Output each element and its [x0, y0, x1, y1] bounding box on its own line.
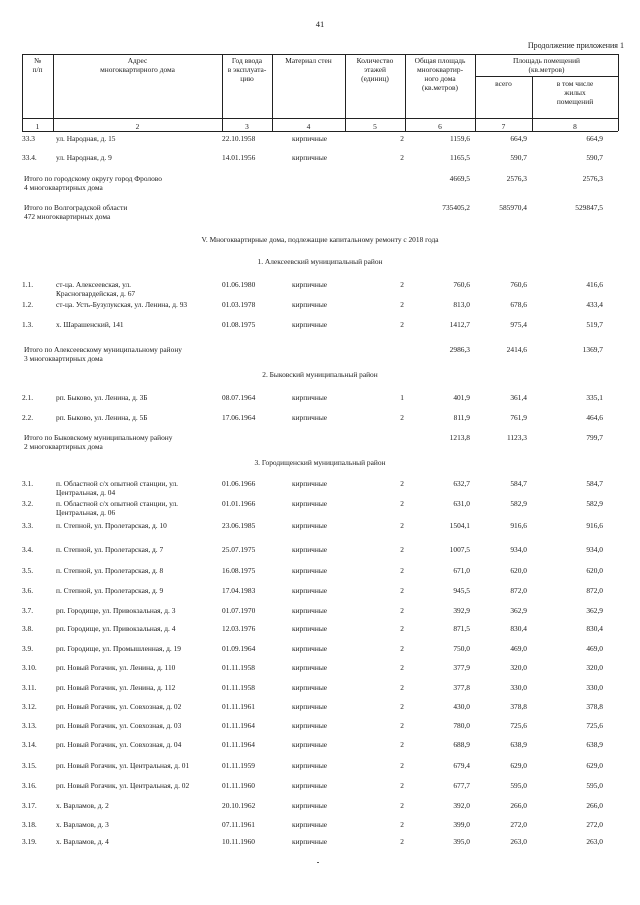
cell-total-area: 401,9 — [453, 393, 470, 402]
page-number: 41 — [315, 19, 325, 29]
cell-number: 3.1. — [22, 479, 34, 488]
cell-year: 08.07.1964 — [222, 393, 256, 402]
cell-material: кирпичные — [292, 499, 328, 508]
cell-number: 3.3. — [22, 521, 34, 530]
cell-total-area: 430,0 — [453, 702, 470, 711]
cell-floors: 2 — [400, 413, 404, 422]
cell-living-area: 725,6 — [586, 721, 603, 730]
cell-year: 01.06.1966 — [222, 479, 256, 488]
cell-material: кирпичные — [292, 837, 328, 846]
cell-living-area: 872,0 — [586, 586, 603, 595]
cell-year: 07.11.1961 — [222, 820, 255, 829]
cell-material: кирпичные — [292, 479, 328, 488]
cell-living-area: 590,7 — [586, 153, 603, 162]
cell-year: 23.06.1985 — [222, 521, 256, 530]
header-year: Год ввода в эксплуата- цию — [227, 56, 267, 83]
cell-address: рп. Городище, ул. Промышленная, д. 19 — [56, 644, 181, 653]
col-number: 5 — [373, 122, 377, 131]
cell-year: 01.11.1960 — [222, 781, 255, 790]
cell-floors: 2 — [400, 721, 404, 730]
cell-material: кирпичные — [292, 801, 328, 810]
cell-number: 3.13. — [22, 721, 37, 730]
continuation-label: Продолжение приложения 1 — [527, 41, 624, 50]
cell-living-area: 629,0 — [586, 761, 603, 770]
cell-total-area: 780,0 — [453, 721, 470, 730]
cell-floors: 2 — [400, 663, 404, 672]
cell-number: 3.11. — [22, 683, 37, 692]
total-label: Итого по Быковскому муниципальному району 2 многоквартирных дома — [24, 433, 173, 451]
col-number: 7 — [501, 122, 506, 131]
cell-living-area: 799,7 — [586, 433, 603, 442]
col-number: 8 — [573, 122, 577, 131]
cell-floors: 2 — [400, 280, 404, 289]
cell-living-area: 529847,5 — [575, 203, 603, 212]
cell-year: 01.06.1980 — [222, 280, 256, 289]
cell-living-area: 595,0 — [586, 781, 603, 790]
cell-all-area: 585970,4 — [499, 203, 527, 212]
cell-all-area: 263,0 — [510, 837, 527, 846]
cell-address: п. Областной с/х опытной станции, ул. Центральная, д. 06 — [56, 499, 178, 517]
header-material: Материал стен — [285, 56, 332, 65]
cell-number: 3.9. — [22, 644, 34, 653]
cell-year: 01.11.1959 — [222, 761, 255, 770]
section-title-text: 2. Быковский муниципальный район — [262, 370, 378, 379]
header-floors: Количество этажей (единиц) — [356, 56, 394, 83]
cell-address: п. Областной с/х опытной станции, ул. Центральная, д. 04 — [56, 479, 178, 497]
cell-year: 22.10.1958 — [222, 134, 256, 143]
cell-number: 3.6. — [22, 586, 34, 595]
cell-material: кирпичные — [292, 320, 328, 329]
cell-living-area: 582,9 — [586, 499, 603, 508]
cell-material: кирпичные — [292, 624, 328, 633]
cell-address: п. Степной, ул. Пролетарская, д. 7 — [56, 545, 164, 554]
cell-material: кирпичные — [292, 761, 328, 770]
cell-all-area: 975,4 — [510, 320, 527, 329]
cell-living-area: 2576,3 — [582, 174, 603, 183]
cell-number: 3.5. — [22, 566, 34, 575]
cell-total-area: 377,8 — [453, 683, 470, 692]
cell-living-area: 464,6 — [586, 413, 603, 422]
cell-number: 3.2. — [22, 499, 34, 508]
cell-year: 01.03.1978 — [222, 300, 256, 309]
header-living: в том числе жилых помещений — [556, 79, 594, 106]
cell-all-area: 872,0 — [510, 586, 527, 595]
header-all: всего — [495, 79, 512, 88]
cell-material: кирпичные — [292, 153, 328, 162]
cell-number: 1.1. — [22, 280, 34, 289]
cell-year: 16.08.1975 — [222, 566, 256, 575]
section-title-text: 1. Алексеевский муниципальный район — [257, 257, 383, 266]
cell-all-area: 330,0 — [510, 683, 527, 692]
cell-floors: 2 — [400, 644, 404, 653]
cell-year: 01.11.1958 — [222, 663, 255, 672]
cell-living-area: 433,4 — [586, 300, 603, 309]
cell-living-area: 1369,7 — [582, 345, 603, 354]
cell-total-area: 871,5 — [453, 624, 470, 633]
header-total-area: Общая площадь многоквартир- ного дома (кв.метров) — [414, 56, 466, 92]
cell-all-area: 469,0 — [510, 644, 527, 653]
cell-floors: 2 — [400, 521, 404, 530]
cell-all-area: 2414,6 — [506, 345, 527, 354]
header-premises-area: Площадь помещений (кв.метров) — [513, 56, 580, 74]
cell-living-area: 266,0 — [586, 801, 603, 810]
cell-number: 1.3. — [22, 320, 34, 329]
cell-living-area: 335,1 — [586, 393, 603, 402]
cell-floors: 2 — [400, 761, 404, 770]
cell-number: 2.1. — [22, 393, 34, 402]
cell-number: 3.12. — [22, 702, 37, 711]
cell-floors: 2 — [400, 606, 404, 615]
cell-floors: 2 — [400, 683, 404, 692]
cell-living-area: 934,0 — [586, 545, 603, 554]
cell-material: кирпичные — [292, 545, 328, 554]
cell-year: 14.01.1956 — [222, 153, 256, 162]
cell-material: кирпичные — [292, 740, 328, 749]
cell-living-area: 469,0 — [586, 644, 603, 653]
cell-material: кирпичные — [292, 721, 328, 730]
cell-floors: 2 — [400, 837, 404, 846]
cell-year: 12.03.1976 — [222, 624, 256, 633]
cell-total-area: 377,9 — [453, 663, 470, 672]
cell-living-area: 664,9 — [586, 134, 603, 143]
cell-living-area: 830,4 — [586, 624, 603, 633]
cell-year: 01.11.1964 — [222, 721, 255, 730]
cell-all-area: 664,9 — [510, 134, 527, 143]
header-address: Адрес многоквартирного дома — [100, 56, 175, 74]
cell-year: 01.11.1958 — [222, 683, 255, 692]
cell-all-area: 582,9 — [510, 499, 527, 508]
col-number: 2 — [135, 122, 140, 131]
cell-total-area: 4669,5 — [449, 174, 470, 183]
cell-number: 3.17. — [22, 801, 37, 810]
cell-all-area: 2576,3 — [506, 174, 527, 183]
cell-floors: 2 — [400, 300, 404, 309]
cell-all-area: 362,9 — [510, 606, 527, 615]
cell-total-area: 688,9 — [453, 740, 470, 749]
cell-all-area: 361,4 — [510, 393, 527, 402]
col-number: 4 — [306, 122, 311, 131]
cell-total-area: 1504,1 — [449, 521, 470, 530]
cell-all-area: 590,7 — [510, 153, 527, 162]
cell-address: ул. Народная, д. 15 — [56, 134, 116, 143]
col-number: 1 — [35, 122, 40, 131]
cell-address: рп. Новый Рогачик, ул. Совхозная, д. 04 — [56, 740, 182, 749]
cell-address: рп. Городище, ул. Привокзальная, д. 3 — [56, 606, 176, 615]
cell-total-area: 1007,5 — [449, 545, 470, 554]
cell-living-area: 519,7 — [586, 320, 603, 329]
cell-material: кирпичные — [292, 702, 328, 711]
cell-address: рп. Новый Рогачик, ул. Совхозная, д. 03 — [56, 721, 182, 730]
cell-address: рп. Быково, ул. Ленина, д. 5Б — [56, 413, 148, 422]
cell-address: ст-ца. Алексеевская, ул. Красногвардейская, д. 67 — [56, 280, 136, 298]
cell-living-area: 620,0 — [586, 566, 603, 575]
col-number: 3 — [245, 122, 249, 131]
cell-total-area: 632,7 — [453, 479, 470, 488]
cell-all-area: 678,6 — [510, 300, 527, 309]
cell-all-area: 266,0 — [510, 801, 527, 810]
cell-living-area: 362,9 — [586, 606, 603, 615]
cell-year: 01.08.1975 — [222, 320, 256, 329]
cell-total-area: 679,4 — [453, 761, 470, 770]
cell-year: 20.10.1962 — [222, 801, 256, 810]
cell-year: 01.11.1961 — [222, 702, 255, 711]
cell-year: 01.01.1966 — [222, 499, 256, 508]
total-label: Итого по городскому округу город Фролово 4 многоквартирных дома — [24, 174, 162, 192]
cell-total-area: 677,7 — [453, 781, 470, 790]
header-num: № п/п — [32, 56, 43, 74]
cell-material: кирпичные — [292, 566, 328, 575]
cell-number: 3.7. — [22, 606, 34, 615]
cell-address: х. Варламов, д. 2 — [56, 801, 109, 810]
cell-total-area: 392,9 — [453, 606, 470, 615]
cell-total-area: 945,5 — [453, 586, 470, 595]
cell-address: п. Степной, ул. Пролетарская, д. 8 — [56, 566, 164, 575]
cell-material: кирпичные — [292, 644, 328, 653]
cell-number: 3.15. — [22, 761, 37, 770]
cell-year: 10.11.1960 — [222, 837, 255, 846]
cell-material: кирпичные — [292, 393, 328, 402]
cell-all-area: 760,6 — [510, 280, 527, 289]
cell-material: кирпичные — [292, 300, 328, 309]
cell-floors: 2 — [400, 586, 404, 595]
cell-total-area: 813,0 — [453, 300, 470, 309]
cell-total-area: 735405,2 — [442, 203, 470, 212]
cell-material: кирпичные — [292, 280, 328, 289]
cell-all-area: 272,0 — [510, 820, 527, 829]
cell-address: п. Степной, ул. Пролетарская, д. 9 — [56, 586, 164, 595]
cell-living-area: 320,0 — [586, 663, 603, 672]
cell-living-area: 916,6 — [586, 521, 603, 530]
cell-number: 3.4. — [22, 545, 34, 554]
cell-floors: 1 — [400, 393, 404, 402]
cell-total-area: 811,9 — [453, 413, 470, 422]
cell-floors: 2 — [400, 624, 404, 633]
cell-material: кирпичные — [292, 606, 328, 615]
cell-address: рп. Быково, ул. Ленина, д. 3Б — [56, 393, 148, 402]
cell-living-area: 378,8 — [586, 702, 603, 711]
cell-total-area: 1213,8 — [449, 433, 470, 442]
cell-living-area: 584,7 — [586, 479, 603, 488]
cell-all-area: 595,0 — [510, 781, 527, 790]
cell-total-area: 1159,6 — [449, 134, 470, 143]
cell-number: 1.2. — [22, 300, 34, 309]
cell-all-area: 916,6 — [510, 521, 527, 530]
cell-floors: 2 — [400, 566, 404, 575]
cell-floors: 2 — [400, 499, 404, 508]
cell-floors: 2 — [400, 702, 404, 711]
cell-all-area: 830,4 — [510, 624, 527, 633]
cell-total-area: 1165,5 — [449, 153, 470, 162]
cell-total-area: 2986,3 — [449, 345, 470, 354]
cell-address: рп. Новый Рогачик, ул. Совхозная, д. 02 — [56, 702, 182, 711]
cell-number: 2.2. — [22, 413, 34, 422]
cell-material: кирпичные — [292, 663, 328, 672]
cell-number: 3.19. — [22, 837, 37, 846]
cell-all-area: 620,0 — [510, 566, 527, 575]
cell-total-area: 1412,7 — [449, 320, 470, 329]
cell-floors: 2 — [400, 320, 404, 329]
cell-material: кирпичные — [292, 521, 328, 530]
cell-material: кирпичные — [292, 134, 328, 143]
cell-number: 33.3 — [22, 134, 35, 143]
cell-floors: 2 — [400, 781, 404, 790]
cell-living-area: 416,6 — [586, 280, 603, 289]
cell-address: рп. Новый Рогачик, ул. Ленина, д. 110 — [56, 663, 176, 672]
cell-floors: 2 — [400, 820, 404, 829]
cell-address: рп. Новый Рогачик, ул. Ленина, д. 112 — [56, 683, 176, 692]
cell-floors: 2 — [400, 545, 404, 554]
cell-address: ст-ца. Усть-Бузулукская, ул. Ленина, д. 93 — [56, 300, 188, 309]
col-number: 6 — [438, 122, 442, 131]
cell-number: 3.18. — [22, 820, 37, 829]
cell-all-area: 725,6 — [510, 721, 527, 730]
cell-address: рп. Новый Рогачик, ул. Центральная, д. 02 — [56, 781, 190, 790]
cell-number: 33.4. — [22, 153, 37, 162]
cell-total-area: 399,0 — [453, 820, 470, 829]
cell-living-area: 330,0 — [586, 683, 603, 692]
cell-all-area: 638,9 — [510, 740, 527, 749]
cell-material: кирпичные — [292, 413, 328, 422]
cell-year: 17.06.1964 — [222, 413, 256, 422]
cell-material: кирпичные — [292, 683, 328, 692]
cell-address: х. Варламов, д. 4 — [56, 837, 109, 846]
cell-total-area: 671,0 — [453, 566, 470, 575]
cell-address: ул. Народная, д. 9 — [56, 153, 112, 162]
cell-total-area: 750,0 — [453, 644, 470, 653]
cell-all-area: 378,8 — [510, 702, 527, 711]
cell-living-area: 638,9 — [586, 740, 603, 749]
cell-all-area: 629,0 — [510, 761, 527, 770]
cell-number: 3.16. — [22, 781, 37, 790]
cell-material: кирпичные — [292, 820, 328, 829]
cell-address: рп. Новый Рогачик, ул. Центральная, д. 01 — [56, 761, 190, 770]
cell-address: х. Шарашенский, 141 — [56, 320, 124, 329]
cell-total-area: 631,0 — [453, 499, 470, 508]
section-title-text: V. Многоквартирные дома, подлежащие капитальному ремонту с 2018 года — [201, 235, 439, 244]
cell-all-area: 1123,3 — [506, 433, 527, 442]
cell-living-area: 263,0 — [586, 837, 603, 846]
cell-all-area: 320,0 — [510, 663, 527, 672]
cell-floors: 2 — [400, 801, 404, 810]
cell-number: 3.8. — [22, 624, 34, 633]
cell-floors: 2 — [400, 479, 404, 488]
cell-living-area: 272,0 — [586, 820, 603, 829]
page-dot — [317, 862, 319, 863]
cell-total-area: 760,6 — [453, 280, 470, 289]
cell-year: 25.07.1975 — [222, 545, 256, 554]
cell-number: 3.10. — [22, 663, 37, 672]
cell-total-area: 392,0 — [453, 801, 470, 810]
cell-number: 3.14. — [22, 740, 37, 749]
cell-floors: 2 — [400, 134, 404, 143]
cell-material: кирпичные — [292, 781, 328, 790]
cell-year: 01.11.1964 — [222, 740, 255, 749]
total-label: Итого по Волгоградской области 472 многоквартирных дома — [24, 203, 128, 221]
total-label: Итого по Алексеевскому муниципальному району 3 многоквартирных дома — [24, 345, 182, 363]
cell-material: кирпичные — [292, 586, 328, 595]
cell-all-area: 761,9 — [510, 413, 527, 422]
cell-address: рп. Городище, ул. Привокзальная, д. 4 — [56, 624, 176, 633]
section-title-text: 3. Городищенский муниципальный район — [254, 458, 386, 467]
cell-year: 17.04.1983 — [222, 586, 256, 595]
cell-floors: 2 — [400, 153, 404, 162]
cell-total-area: 395,0 — [453, 837, 470, 846]
cell-address: х. Варламов, д. 3 — [56, 820, 109, 829]
cell-address: п. Степной, ул. Пролетарская, д. 10 — [56, 521, 167, 530]
cell-year: 01.07.1970 — [222, 606, 256, 615]
cell-all-area: 934,0 — [510, 545, 527, 554]
cell-floors: 2 — [400, 740, 404, 749]
cell-all-area: 584,7 — [510, 479, 527, 488]
cell-year: 01.09.1964 — [222, 644, 256, 653]
